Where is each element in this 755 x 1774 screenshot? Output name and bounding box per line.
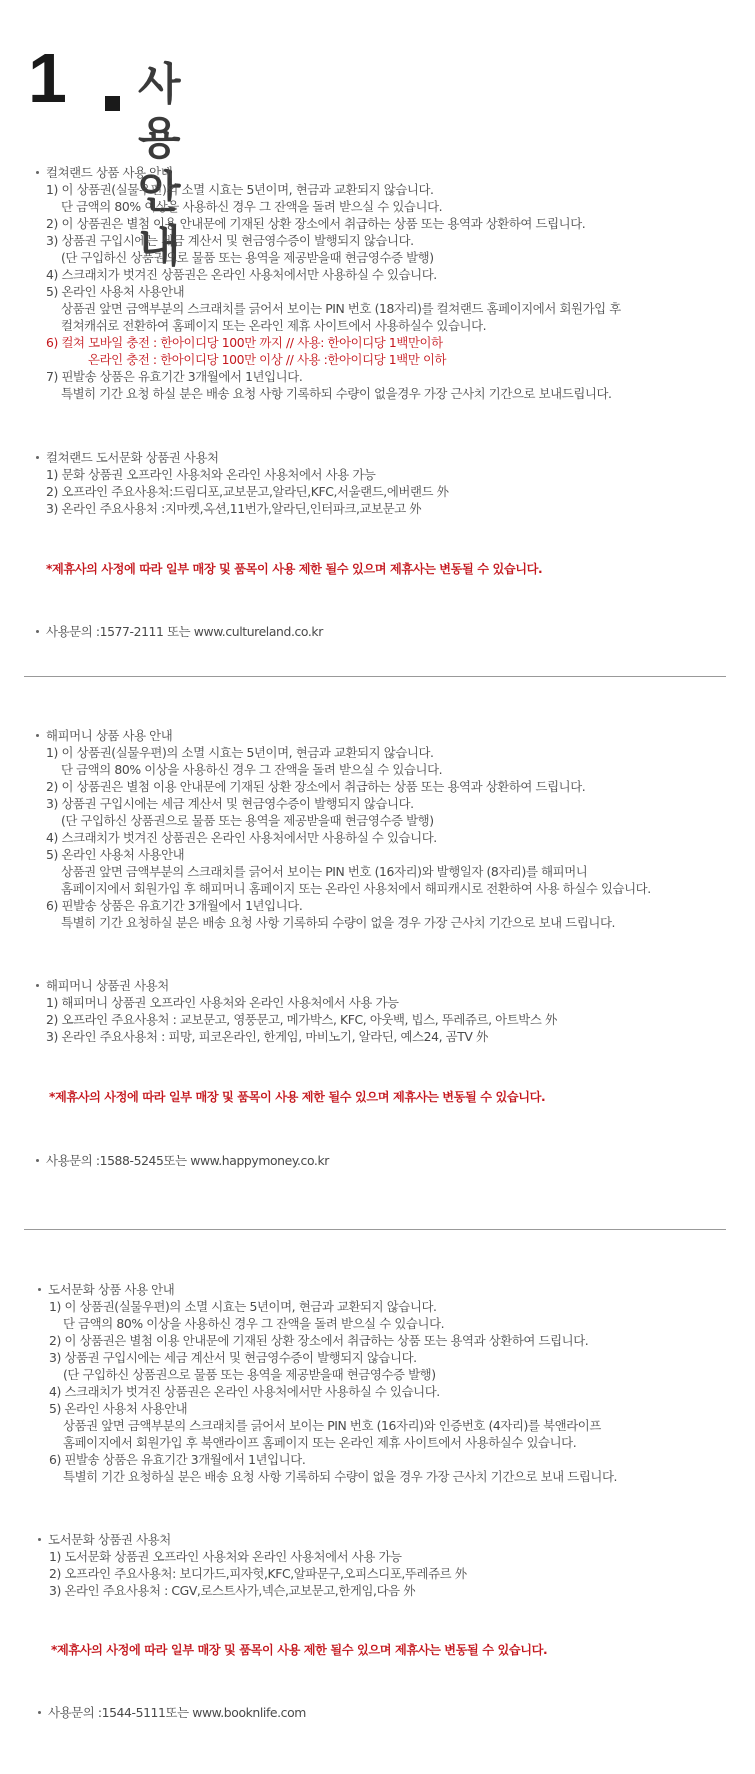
bullet-text: 해피머니 상품 사용 안내	[46, 728, 173, 743]
title-number-dot	[105, 96, 120, 111]
guide-line: 3) 온라인 주요사용처 : CGV,로스트사가,넥슨,교보문고,한게임,다음 外	[49, 1583, 416, 1598]
guide-line: 2) 이 상품권은 별첨 이용 안내문에 기재된 상환 장소에서 취급하는 상품 또는 용역과 상환하여 드립니다.	[46, 216, 586, 231]
guide-line: 2) 오프라인 주요사용처 : 교보문고, 영풍문고, 메가박스, KFC, 아웃백, 빕스, 뚜레쥬르, 아트박스 外	[46, 1012, 557, 1027]
bullet-heading	[36, 727, 172, 744]
guide-line: 상품권 앞면 금액부분의 스크래치를 긁어서 보이는 PIN 번호 (16자리)와 인증번호 (4자리)를 북앤라이프	[63, 1418, 601, 1433]
bullet-text: 컬쳐랜드 상품 사용 안내	[46, 165, 173, 180]
bullet-dot-icon	[36, 1159, 39, 1162]
guide-line: 3) 상품권 구입시에는 세금 계산서 및 현금영수증이 발행되지 않습니다.	[46, 796, 414, 811]
guide-line: 4) 스크래치가 벗겨진 상품권은 온라인 사용처에서만 사용하실 수 있습니다.	[46, 830, 437, 845]
partner-notice: *제휴사의 사정에 따라 일부 매장 및 품목이 사용 제한 될수 있으며 제휴사는 변동될 수 있습니다.	[51, 1643, 548, 1657]
guide-line: 단 금액의 80% 이상을 사용하신 경우 그 잔액을 돌려 받으실 수 있습니다.	[61, 762, 443, 777]
guide-line: 홈페이지에서 회원가입 후 북앤라이프 홈페이지 또는 온라인 제휴 사이트에서 사용하실수 있습니다.	[63, 1435, 577, 1450]
bullet-dot-icon	[36, 734, 39, 737]
bullet-text: 도서문화 상품권 사용처	[48, 1532, 171, 1547]
guide-line: 홈페이지에서 회원가입 후 해피머니 홈페이지 또는 온라인 사용처에서 해피캐시로 전환하여 사용 하실수 있습니다.	[61, 881, 651, 896]
bullet-dot-icon	[36, 456, 39, 459]
guide-line: 4) 스크래치가 벗겨진 상품권은 온라인 사용처에서만 사용하실 수 있습니다.	[46, 267, 437, 282]
guide-line: 7) 핀발송 상품은 유효기간 3개월에서 1년입니다.	[46, 369, 303, 384]
title-number: 1	[28, 39, 65, 117]
guide-line: 2) 오프라인 주요사용처:드림디포,교보문고,알라딘,KFC,서울랜드,에버랜드 外	[46, 484, 449, 499]
title-text: 사용안내	[138, 59, 180, 272]
guide-line: 6) 핀발송 상품은 유효기간 3개월에서 1년입니다.	[49, 1452, 306, 1467]
guide-line: 3) 상품권 구입시에는 세금 계산서 및 현금영수증이 발행되지 않습니다.	[46, 233, 414, 248]
bullet-dot-icon	[38, 1711, 41, 1714]
bullet-text: 도서문화 상품 사용 안내	[48, 1282, 175, 1297]
guide-line: 5) 온라인 사용처 사용안내	[46, 284, 185, 299]
bullet-text: 컬쳐랜드 도서문화 상품권 사용처	[46, 450, 219, 465]
bullet-heading	[36, 1152, 329, 1169]
guide-line: 상품권 앞면 금액부분의 스크래치를 긁어서 보이는 PIN 번호 (18자리)를 컬쳐랜드 홈페이지에서 회원가입 후	[61, 301, 621, 316]
guide-line: 3) 상품권 구입시에는 세금 계산서 및 현금영수증이 발행되지 않습니다.	[49, 1350, 417, 1365]
guide-line: 컬쳐캐쉬로 전환하여 홈페이지 또는 온라인 제휴 사이트에서 사용하실수 있습니다.	[61, 318, 487, 333]
bullet-heading	[38, 1704, 306, 1721]
bullet-heading	[36, 623, 323, 640]
bullet-text: 사용문의 :1588-5245또는 www.happymoney.co.kr	[46, 1153, 329, 1168]
guide-line: 2) 오프라인 주요사용처: 보디가드,피자헛,KFC,알파문구,오피스디포,뚜레쥬르 外	[49, 1566, 467, 1581]
guide-line: 6) 핀발송 상품은 유효기간 3개월에서 1년입니다.	[46, 898, 303, 913]
limit-notice-line: 6) 컬쳐 모바일 충전 : 한아이디당 100만 까지 // 사용: 한아이디당 1백만이하	[46, 335, 443, 350]
bullet-heading	[38, 1281, 174, 1298]
guide-line: 특별히 기간 요청 하실 분은 배송 요청 사항 기록하되 수량이 없을경우 가장 근사치 기간으로 보내드립니다.	[61, 386, 612, 401]
guide-line: 1) 해피머니 상품권 오프라인 사용처와 온라인 사용처에서 사용 가능	[46, 995, 399, 1010]
guide-line: 4) 스크래치가 벗겨진 상품권은 온라인 사용처에서만 사용하실 수 있습니다.	[49, 1384, 440, 1399]
bullet-text: 해피머니 상품권 사용처	[46, 978, 169, 993]
section-divider	[24, 676, 726, 677]
guide-line: 특별히 기간 요청하실 분은 배송 요청 사항 기록하되 수량이 없을 경우 가장 근사치 기간으로 보내 드립니다.	[63, 1469, 618, 1484]
section-divider	[24, 1229, 726, 1230]
bullet-text: 사용문의 :1577-2111 또는 www.cultureland.co.kr	[46, 624, 323, 639]
partner-notice: *제휴사의 사정에 따라 일부 매장 및 품목이 사용 제한 될수 있으며 제휴사는 변동될 수 있습니다.	[49, 1090, 546, 1104]
guide-line: 상품권 앞면 금액부분의 스크래치를 긁어서 보이는 PIN 번호 (16자리)와 발행일자 (8자리)를 해피머니	[61, 864, 588, 879]
guide-line: 특별히 기간 요청하실 분은 배송 요청 사항 기록하되 수량이 없을 경우 가장 근사치 기간으로 보내 드립니다.	[61, 915, 616, 930]
guide-line: 2) 이 상품권은 별첨 이용 안내문에 기재된 상환 장소에서 취급하는 상품 또는 용역과 상환하여 드립니다.	[49, 1333, 589, 1348]
guide-line: 5) 온라인 사용처 사용안내	[49, 1401, 188, 1416]
guide-line: 단 금액의 80% 이상을 사용하신 경우 그 잔액을 돌려 받으실 수 있습니다.	[61, 199, 443, 214]
bullet-dot-icon	[38, 1538, 41, 1541]
bullet-heading	[36, 977, 169, 994]
guide-line: 1) 이 상품권(실물우편)의 소멸 시효는 5년이며, 현금과 교환되지 않습니다.	[46, 182, 434, 197]
guide-line: 3) 온라인 주요사용처 : 피망, 피코온라인, 한게임, 마비노기, 알라딘, 예스24, 곰TV 外	[46, 1029, 488, 1044]
guide-line: 1) 도서문화 상품권 오프라인 사용처와 온라인 사용처에서 사용 가능	[49, 1549, 402, 1564]
bullet-heading	[38, 1531, 171, 1548]
bullet-text: 사용문의 :1544-5111또는 www.booknlife.com	[48, 1705, 306, 1720]
bullet-heading	[36, 449, 219, 466]
guide-line: 1) 이 상품권(실물우편)의 소멸 시효는 5년이며, 현금과 교환되지 않습니다.	[46, 745, 434, 760]
guide-line: (단 구입하신 상품권으로 물품 또는 용역을 제공받을때 현금영수증 발행)	[61, 250, 434, 265]
guide-line: 3) 온라인 주요사용처 :지마켓,옥션,11번가,알라딘,인터파크,교보문고 外	[46, 501, 422, 516]
guide-line: (단 구입하신 상품권으로 물품 또는 용역을 제공받을때 현금영수증 발행)	[61, 813, 434, 828]
bullet-dot-icon	[36, 984, 39, 987]
guide-line: 2) 이 상품권은 별첨 이용 안내문에 기재된 상환 장소에서 취급하는 상품 또는 용역과 상환하여 드립니다.	[46, 779, 586, 794]
guide-line: 1) 이 상품권(실물우편)의 소멸 시효는 5년이며, 현금과 교환되지 않습니다.	[49, 1299, 437, 1314]
guide-line: 5) 온라인 사용처 사용안내	[46, 847, 185, 862]
guide-line: (단 구입하신 상품권으로 물품 또는 용역을 제공받을때 현금영수증 발행)	[63, 1367, 436, 1382]
bullet-dot-icon	[36, 630, 39, 633]
guide-line: 단 금액의 80% 이상을 사용하신 경우 그 잔액을 돌려 받으실 수 있습니다.	[63, 1316, 445, 1331]
bullet-dot-icon	[36, 171, 39, 174]
limit-notice-line: 온라인 충전 : 한아이디당 100만 이상 // 사용 :한아이디당 1백만 이하	[88, 352, 447, 367]
guide-line: 1) 문화 상품권 오프라인 사용처와 온라인 사용처에서 사용 가능	[46, 467, 376, 482]
partner-notice: *제휴사의 사정에 따라 일부 매장 및 품목이 사용 제한 될수 있으며 제휴사는 변동될 수 있습니다.	[46, 562, 543, 576]
bullet-heading	[36, 164, 172, 181]
bullet-dot-icon	[38, 1288, 41, 1291]
